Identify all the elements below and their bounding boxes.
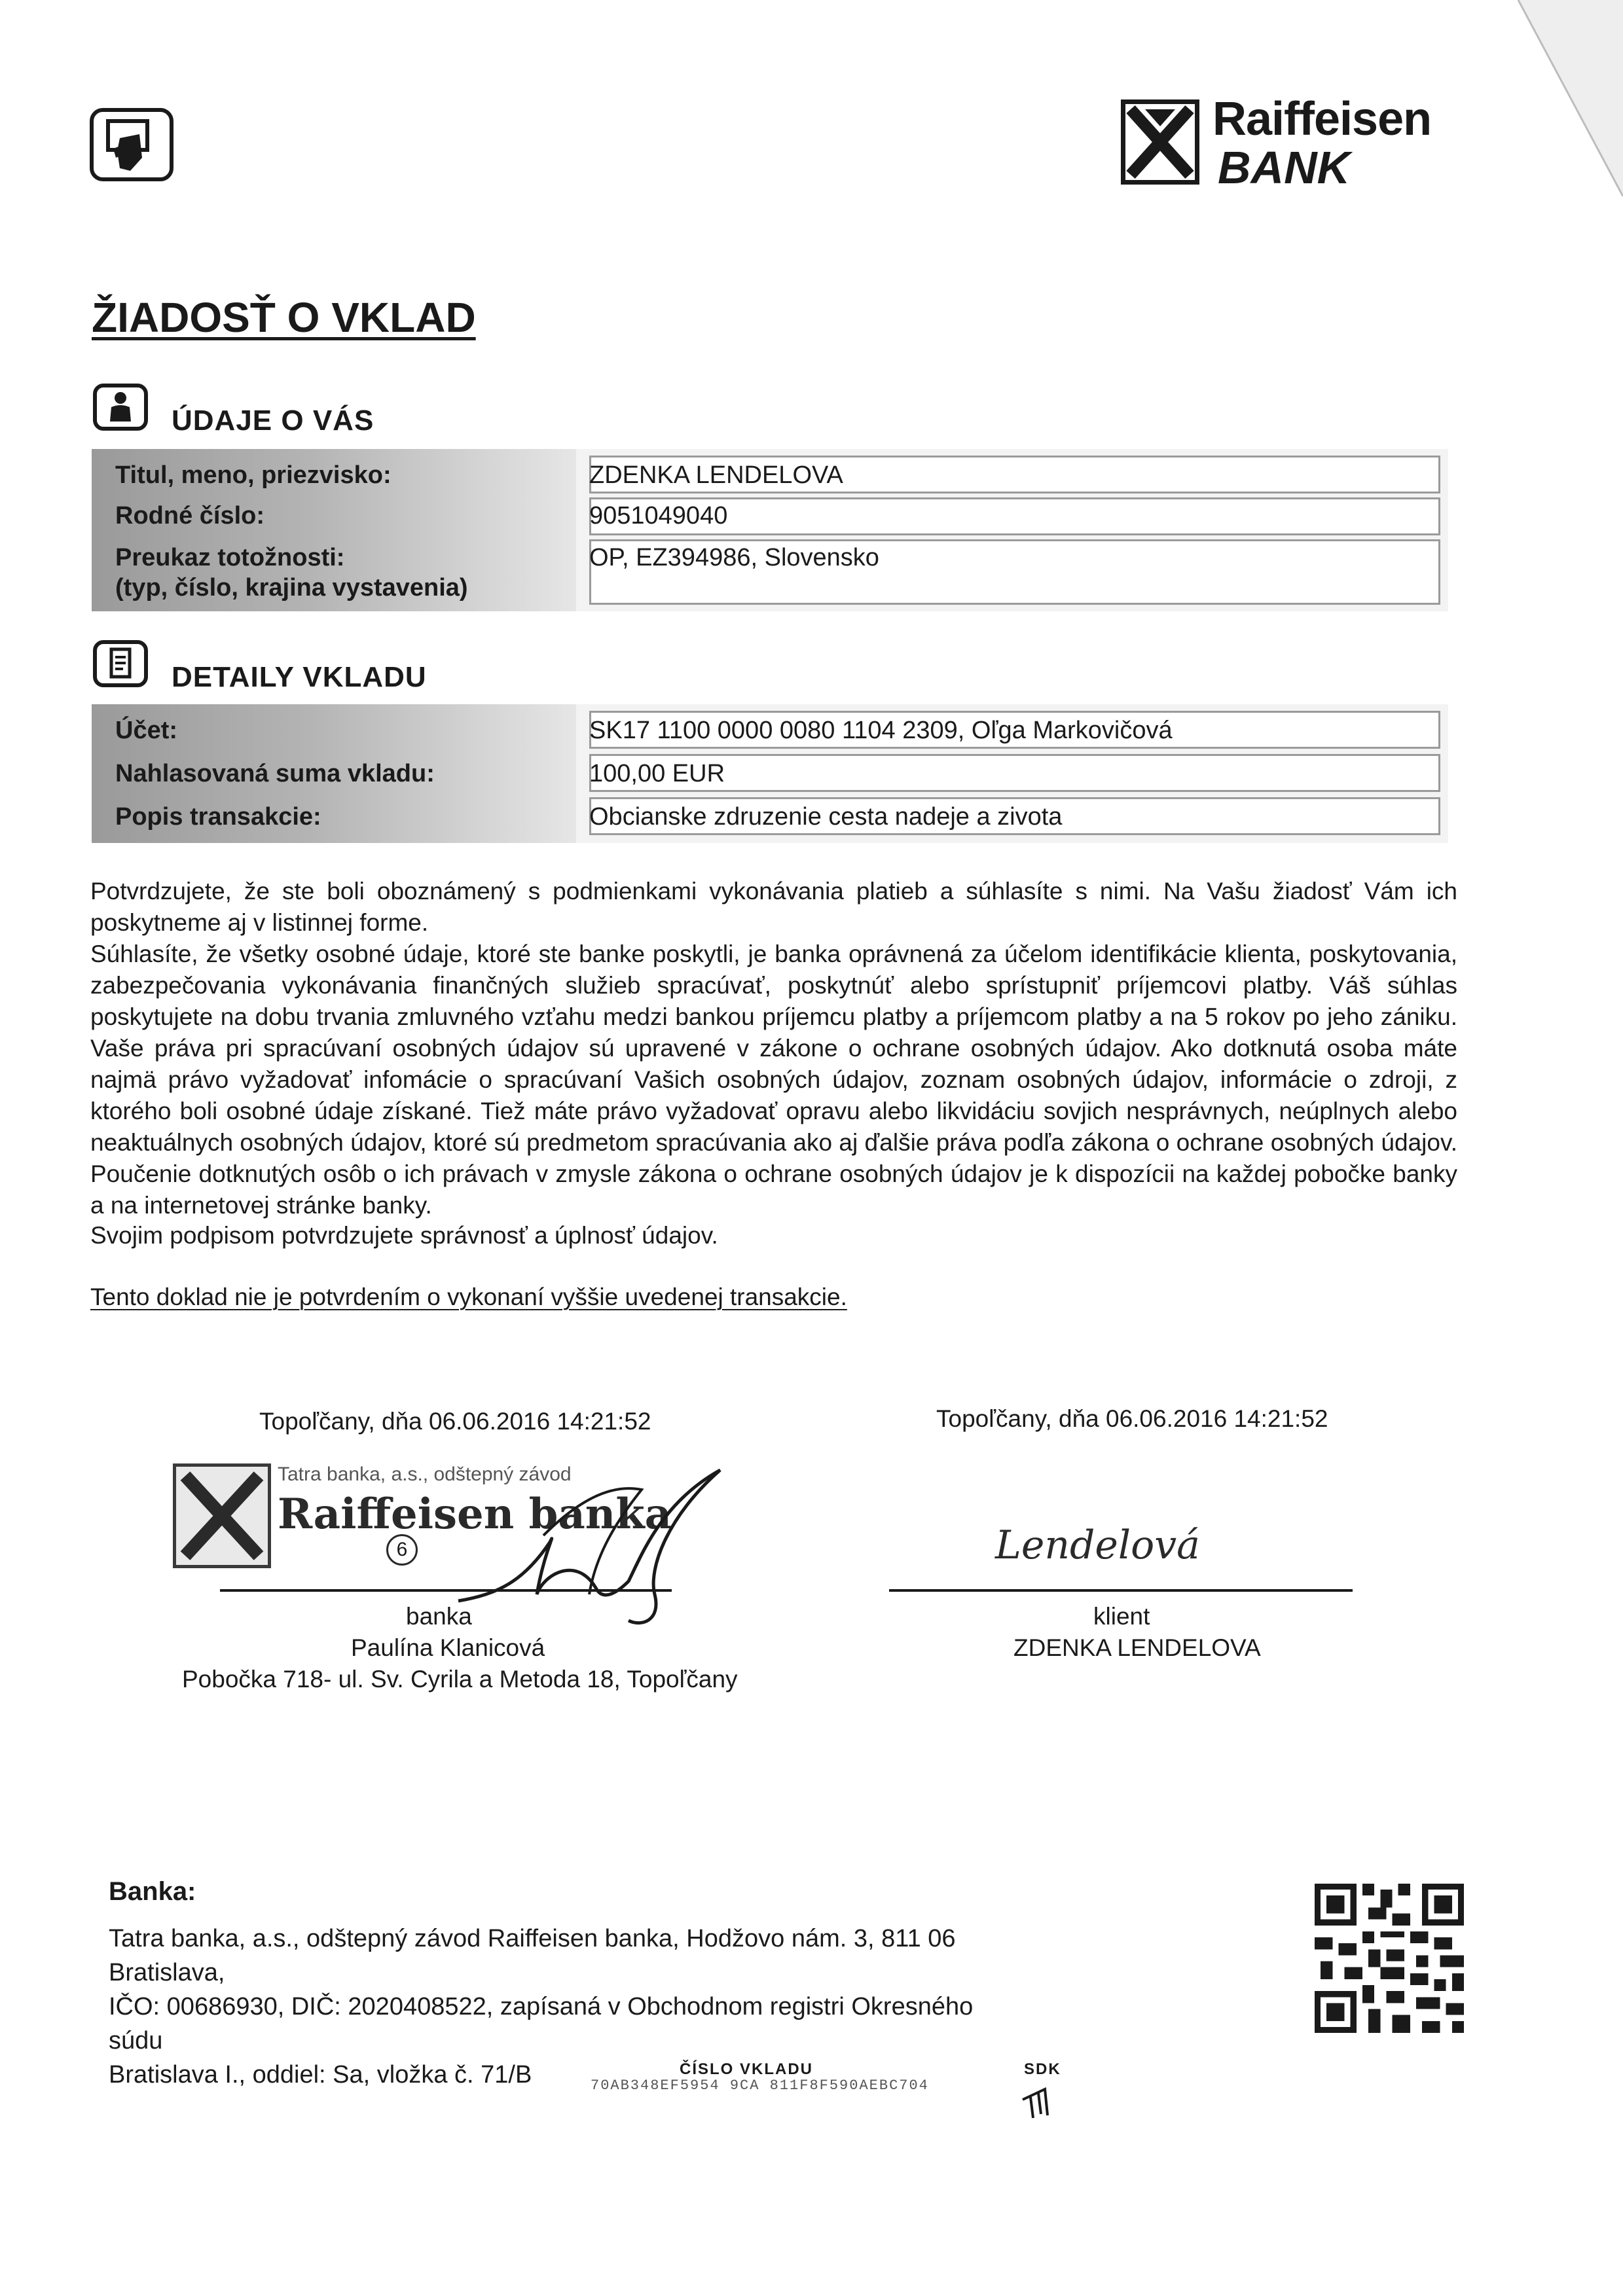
label-full-name: Titul, meno, priezvisko: [115,461,392,489]
bank-signature-line [220,1589,672,1592]
client-place-date: Topoľčany, dňa 06.06.2016 14:21:52 [936,1405,1328,1432]
stamp-line2: Raiffeisen banka [278,1490,672,1539]
terms-paragraph: Potvrdzujete, že ste boli oboznámený s podmienkami vykonávania platieb a súhlasíte s nimi. Na Vašu žiadosť Vám ich poskytneme aj v listinnej forme. [90,878,1457,936]
client-role: klient [1093,1603,1150,1630]
signature-confirmation: Svojim podpisom potvrdzujete správnosť a úplnosť údajov. [90,1222,718,1249]
footer-heading: Banka: [109,1877,196,1906]
label-id-document-hint: (typ, číslo, krajina vystavenia) [115,574,468,601]
value-amount: 100,00 EUR [589,760,725,787]
client-name: ZDENKA LENDELOVA [1013,1634,1261,1661]
value-birth-number: 9051049040 [589,502,728,529]
raiffeisen-emblem-icon [1121,99,1199,185]
label-id-document: Preukaz totožnosti: [115,544,345,571]
value-full-name: ZDENKA LENDELOVA [589,461,843,489]
label-description: Popis transakcie: [115,803,321,831]
stamp-line1: Tatra banka, a.s., odštepný závod [278,1463,572,1485]
label-amount: Nahlasovaná suma vkladu: [115,760,435,787]
raiffeisen-logo [1121,93,1461,191]
bank-officer-name: Paulína Klanicová [351,1634,545,1661]
label-birth-number: Rodné číslo: [115,502,265,529]
deposit-number-label: ČÍSLO VKLADU [680,2060,813,2078]
document-icon [93,640,148,687]
brand-name: Raiffeisen [1213,93,1432,145]
deposit-details-table [92,704,1448,843]
page-corner-fold [1440,0,1623,196]
client-signature: Lendelová [995,1522,1200,1568]
bank-branch: Pobočka 718- ul. Sv. Cyrila a Metoda 18, Topoľčany [182,1666,738,1693]
hand-logo-icon [90,108,173,181]
footer-address [109,1922,1025,2092]
bank-role: banka [406,1603,472,1630]
client-signature-line [889,1589,1353,1592]
value-id-document: OP, EZ394986, Slovensko [589,544,879,571]
stamp-emblem-icon [173,1463,271,1568]
brand-bank: BANK [1218,142,1351,193]
value-account: SK17 1100 0000 0080 1104 2309, Oľga Markovičová [589,717,1173,744]
sdk-label: SDK [1024,2060,1061,2078]
bank-signature [445,1463,733,1647]
deposit-number: 70AB348EF5954 9CA 811F8F590AEBC704 [591,2077,929,2094]
footer-line2: IČO: 00686930, DIČ: 2020408522, zapísaná v Obchodnom registri Okresného súdu [109,1993,974,2054]
sdk-initials [1019,2081,1058,2121]
stamp-number: 6 [386,1534,418,1566]
document-title: ŽIADOSŤ O VKLAD [92,294,476,341]
consent-paragraph: Súhlasíte, že všetky osobné údaje, ktoré ste banke poskytli, je banka oprávnená za účelom identifikácie klienta, poskytovania, zabezpečovania vykonávania finančných služieb spracúvať, poskytnúť alebo sprístupniť príjemcovi platby. Váš súhlas poskytujete na dobu trvania zmluvného vzťahu medzi bankou príjemcu platby a príjemcom platby a na 5 rokov po jeho zániku. Vaše práva pri spracúvaní osobných údajov sú upravené v zákone o ochrane osobných údajov. Ako dotknutá osoba máte najmä právo vyžadovať infomácie o spracúvaní Vašich osobných údajov, zoznam osobných údajov, informácie o zdroji, z ktorého boli osobné údaje získané. Tiež máte právo vyžadovať opravu alebo likvidáciu sovjich nesprávnych, neúplnych alebo neaktuálnych osobných údajov, ktoré sú predmetom spracúvania ako aj ďalšie práva podľa zákona o ochrane osobných údajov. Poučenie dotknutých osôb o ich právach v zmysle zákona o ochrane osobných údajov je k dispozícii na každej pobočke banky a na internetovej stránke banky. [90,941,1457,1219]
section-title-deposit: DETAILY VKLADU [172,661,427,693]
disclaimer: Tento doklad nie je potvrdením o vykonaní vyššie uvedenej transakcie. [90,1283,847,1310]
label-account: Účet: [115,717,178,744]
section-title-personal: ÚDAJE O VÁS [172,404,374,437]
footer-line1: Tatra banka, a.s., odštepný závod Raiffeisen banka, Hodžovo nám. 3, 811 06 Bratislava, [109,1925,956,1986]
qr-code-icon [1315,1884,1464,2033]
personal-data-table [92,449,1448,611]
person-icon [93,384,148,431]
bank-place-date: Topoľčany, dňa 06.06.2016 14:21:52 [259,1408,651,1435]
footer-line3: Bratislava I., oddiel: Sa, vložka č. 71/B [109,2061,532,2089]
value-description: Obcianske zdruzenie cesta nadeje a zivota [589,803,1063,831]
